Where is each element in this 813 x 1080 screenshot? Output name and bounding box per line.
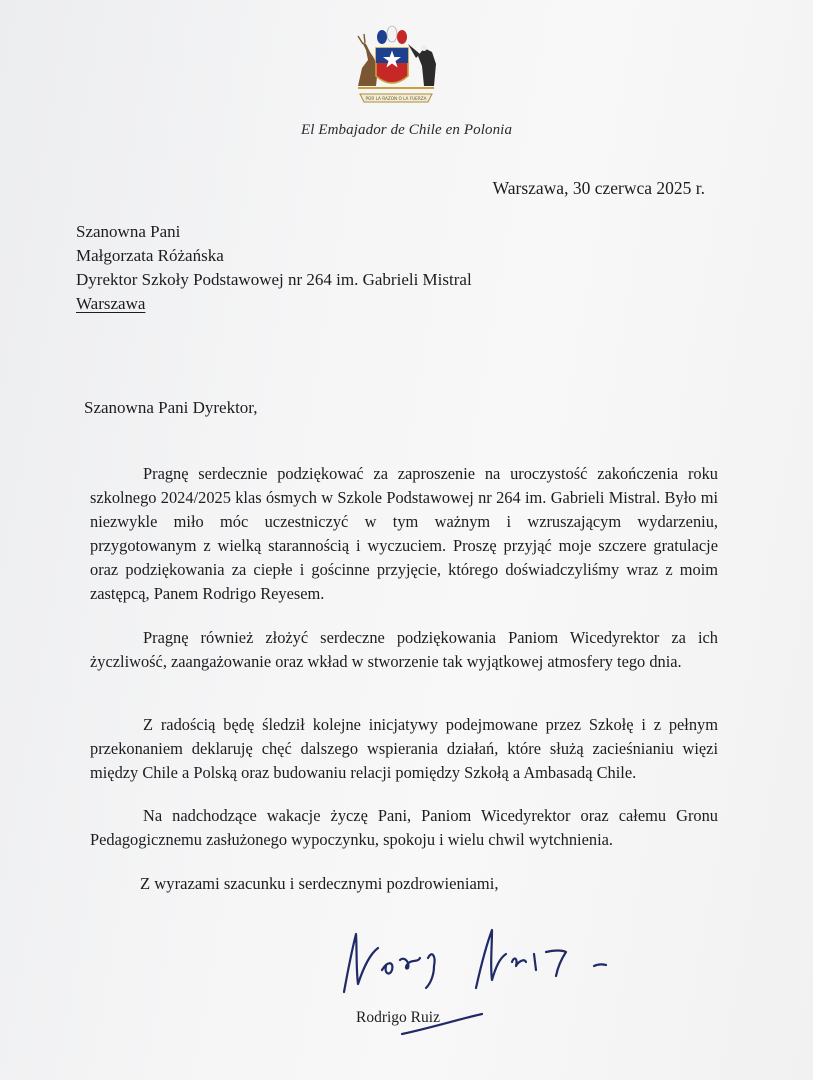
body-paragraph-3 xyxy=(90,713,718,785)
paragraph-text: Na nadchodzące wakacje życzę Pani, Paniom Wicedyrektor oraz całemu Gronu Pedagogicznemu zasłużonego wypoczynku, spokoju i wielu chwil wytchnienia. xyxy=(90,806,718,850)
recipient-position: Dyrektor Szkoły Podstawowej nr 264 im. Gabrieli Mistral xyxy=(76,270,472,289)
date-line: Warszawa, 30 czerwca 2025 r. xyxy=(492,178,705,198)
paragraph-text: Pragnę serdecznie podziękować za zaproszenie na uroczystość zakończenia roku szkolnego 2024/2025 klas ósmych w Szkole Podstawowej nr 264 im. Gabrieli Mistral. Było mi niezwykle miło móc uczestniczyć w tym ważnym i wzruszającym wydarzeniu, przygotowanym z wielką starannością i wyczuciem. Proszę przyjąć moje szczere gratulacje oraz podziękowania za ciepłe i gościnne przyjęcie, którego doświadczyliśmy wraz z moim zastępcą, Panem Rodrigo Reyesem. xyxy=(90,464,718,604)
recipient-name: Małgorzata Różańska xyxy=(76,246,224,265)
paragraph-text: Z radością będę śledził kolejne inicjatywy podejmowane przez Szkołę i z pełnym przekonaniem deklaruję chęć dalszego wspierania działań, które służą zacieśnianiu więzi między Chile a Polską oraz budowaniu relacji pomiędzy Szkołą a Ambasadą Chile. xyxy=(90,715,718,783)
body-paragraph-4 xyxy=(90,804,718,852)
salutation: Szanowna Pani Dyrektor, xyxy=(84,398,258,417)
signer-name: Rodrigo Ruiz xyxy=(356,1009,440,1026)
handwritten-signature xyxy=(330,910,620,1050)
recipient-city: Warszawa xyxy=(76,294,146,313)
body-paragraph-1 xyxy=(90,462,718,607)
paragraph-text: Pragnę również złożyć serdeczne podziękowania Paniom Wicedyrektor za ich życzliwość, zaangażowanie oraz wkład w stworzenie tak wyjątkowej atmosfery tego dnia. xyxy=(90,628,718,672)
closing-line: Z wyrazami szacunku i serdecznymi pozdrowieniami, xyxy=(140,874,499,893)
body-paragraph-2 xyxy=(90,626,718,674)
embassy-title: El Embajador de Chile en Polonia xyxy=(300,122,513,138)
chile-coat-of-arms-icon xyxy=(336,24,448,108)
crest-motto-text: POR LA RAZON O LA FUERZA xyxy=(365,96,427,101)
recipient-greeting: Szanowna Pani xyxy=(76,222,181,241)
